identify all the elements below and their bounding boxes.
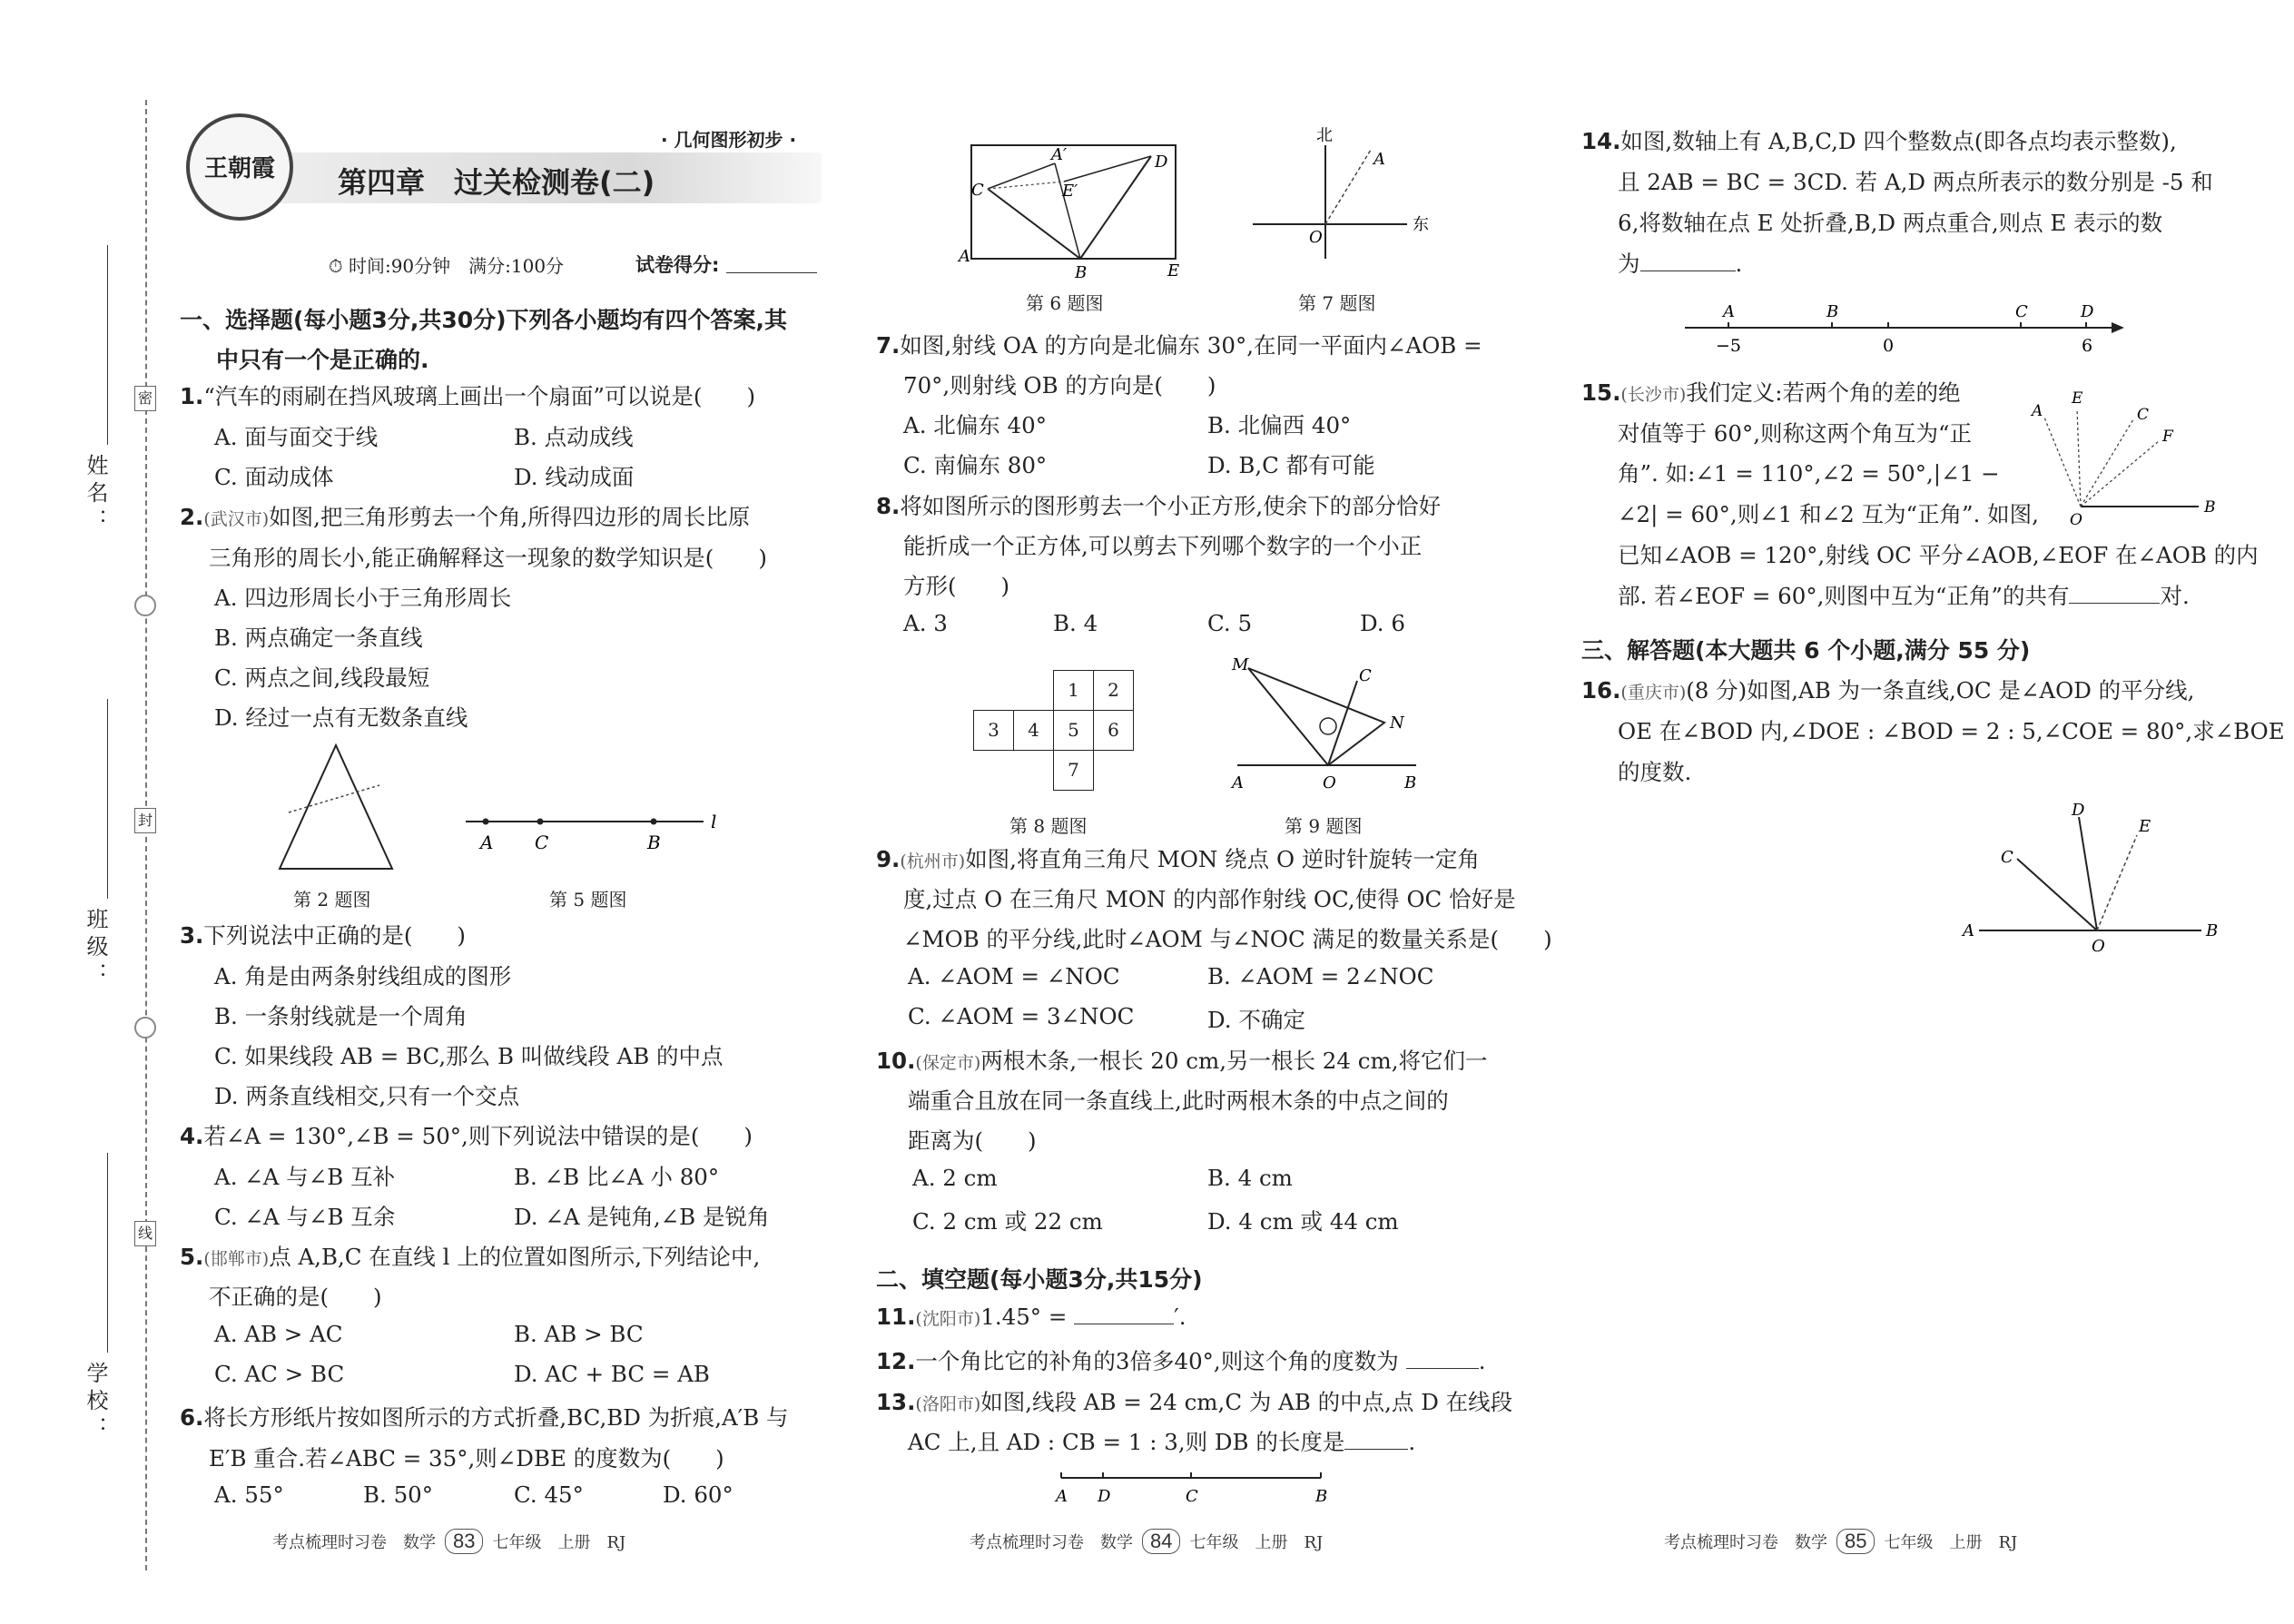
fig6-label-a-prime: A′ [1051, 145, 1068, 164]
q10-option-b[interactable]: B. 4 cm [1207, 1165, 1293, 1191]
q10-option-d[interactable]: D. 4 cm 或 44 cm [1207, 1208, 1399, 1235]
q6 [180, 1401, 789, 1432]
fig9-label-a: A [1232, 773, 1244, 792]
figure-13-segment [1049, 1463, 1339, 1509]
q12-text: 一个角比它的补角的3倍多40°,则这个角的度数为 [915, 1348, 1399, 1374]
footer-page-83 [272, 1529, 625, 1554]
q7-option-d[interactable]: D. B,C 都有可能 [1207, 452, 1375, 478]
school-label: 学校： [83, 1362, 108, 1443]
q1 [180, 379, 755, 411]
q6-option-d[interactable]: D. 60° [663, 1481, 733, 1508]
fig8-cell-3: 3 [973, 710, 1014, 751]
q15-text-cont2: 角”. 如:∠1 = 110°,∠2 = 50°,|∠1 − [1618, 460, 2000, 487]
q5-text: 点 A,B,C 在直线 l 上的位置如图所示,下列结论中, [269, 1244, 761, 1270]
q12-answer-blank[interactable] [1406, 1348, 1479, 1369]
q9-text-cont: 度,过点 O 在三角尺 MON 的内部作射线 OC,使得 OC 恰好是 [903, 886, 1516, 912]
q15-text-end: 对. [2160, 583, 2190, 609]
score-blank[interactable] [726, 272, 817, 273]
q2-text-cont: 三角形的周长小,能正确解释这一现象的数学知识是( ) [209, 545, 767, 571]
fig16-label-e: E [2139, 817, 2151, 836]
fig6-label-e: E [1167, 261, 1180, 281]
q15-text-cont5-body: 部. 若∠EOF = 60°,则图中互为“正角”的共有 [1618, 583, 2070, 609]
q6-text-cont: E′B 重合.若∠ABC = 35°,则∠DBE 的度数为( ) [209, 1445, 724, 1471]
q3-option-c[interactable]: C. 如果线段 AB = BC,那么 B 叫做线段 AB 的中点 [214, 1043, 724, 1069]
q13-answer-blank[interactable] [1344, 1429, 1408, 1450]
q4-option-d[interactable]: D. ∠A 是钝角,∠B 是锐角 [514, 1204, 770, 1230]
section1-title: 一、选择题(每小题3分,共30分)下列各小题均有四个答案,其 [180, 307, 788, 333]
seal-char-feng: 封 [134, 808, 156, 833]
q3-option-a[interactable]: A. 角是由两条射线组成的图形 [214, 963, 512, 989]
q10-city: (保定市) [915, 1053, 981, 1073]
q2-option-b[interactable]: B. 两点确定一条直线 [214, 625, 423, 651]
fig5-point-c [537, 819, 544, 825]
q8-text-cont: 能折成一个正方体,可以剪去下列哪个数字的一个小正 [903, 533, 1423, 559]
q8-option-a[interactable]: A. 3 [903, 610, 948, 636]
fig6-label-e-prime: E′ [1062, 182, 1078, 201]
q8-option-d[interactable]: D. 6 [1360, 610, 1405, 636]
fig15-label-a: A [2032, 402, 2043, 420]
q2-city: (武汉市) [203, 509, 270, 529]
q4-text: 若∠A = 130°,∠B = 50°,则下列说法中错误的是( ) [203, 1123, 753, 1149]
q5-option-d[interactable]: D. AC + BC = AB [514, 1361, 710, 1387]
q9-option-a[interactable]: A. ∠AOM = ∠NOC [908, 963, 1120, 989]
q9-city: (杭州市) [900, 851, 966, 871]
score-label: 试卷得分: [635, 254, 720, 276]
figure-2-triangle [272, 740, 399, 876]
logo-text: 王朝霞 [203, 155, 275, 182]
q11-text: 1.45° = [980, 1304, 1075, 1330]
q13-text-cont [908, 1425, 1415, 1457]
q9 [876, 842, 1480, 874]
q1-option-b[interactable]: B. 点动成线 [514, 424, 634, 450]
figure-14-number-line [1679, 295, 2133, 363]
q14-text-cont3-body: 为 [1618, 251, 1640, 277]
q9-number: 9. [876, 846, 901, 872]
q16 [1581, 674, 2194, 705]
q2-number: 2. [180, 504, 204, 530]
fig14-label-a: A [1723, 302, 1735, 321]
footer-left-text: 考点梳理时习卷 数学 [1664, 1533, 1827, 1552]
fig16-label-o: O [2092, 937, 2105, 956]
q11-text-end: ′. [1174, 1304, 1186, 1330]
fig15-label-f: F [2162, 428, 2173, 446]
q16-text-cont2: 的度数. [1618, 759, 1692, 785]
fig15-ray-oc [2081, 419, 2133, 507]
q1-option-a[interactable]: A. 面与面交于线 [214, 424, 379, 450]
fig14-number-zero: 0 [1883, 336, 1895, 356]
fig6-crease-bd [1080, 156, 1151, 259]
fig7-label-a: A [1373, 150, 1385, 169]
q9-option-c[interactable]: C. ∠AOM = 3∠NOC [908, 1003, 1135, 1029]
footer-left-text: 考点梳理时习卷 数学 [970, 1533, 1133, 1552]
q2-option-c[interactable]: C. 两点之间,线段最短 [214, 664, 430, 691]
q13-number: 13. [876, 1389, 916, 1415]
fig13-label-d: D [1098, 1487, 1111, 1506]
binding-solid-line-1 [107, 245, 108, 445]
q6-option-a[interactable]: A. 55° [214, 1481, 284, 1508]
q2-option-d[interactable]: D. 经过一点有无数条直线 [214, 704, 468, 731]
figure-5-line [458, 803, 731, 867]
fig16-label-a: A [1963, 921, 1974, 940]
fig6-label-c: C [971, 181, 984, 200]
figure-6-caption: 第 6 题图 [1026, 292, 1104, 314]
q4-option-c[interactable]: C. ∠A 与∠B 互余 [214, 1204, 396, 1230]
time-info: ⏱ 时间:90分钟 满分:100分 [329, 255, 565, 277]
fig16-label-d: D [2072, 801, 2085, 820]
q4 [180, 1119, 753, 1151]
figure-7-caption: 第 7 题图 [1298, 292, 1376, 314]
fig15-ray-oe [2077, 408, 2081, 507]
q6-option-c[interactable]: C. 45° [514, 1481, 584, 1508]
q11 [876, 1304, 1186, 1330]
fig6-fold-ca [988, 163, 1055, 189]
fig13-label-b: B [1315, 1487, 1328, 1506]
binding-hole-2 [134, 1017, 156, 1038]
page-number: 85 [1836, 1529, 1875, 1554]
q8-number: 8. [876, 493, 901, 519]
q14-text-cont2: 6,将数轴在点 E 处折叠,B,D 两点重合,则点 E 表示的数 [1618, 210, 2163, 236]
q15-text-cont4: 已知∠AOB = 120°,射线 OC 平分∠AOB,∠EOF 在∠AOB 的内 [1618, 542, 2259, 568]
fig5-label-b: B [647, 832, 661, 853]
q15-text-cont3: ∠2| = 60°,则∠1 和∠2 互为“正角”. 如图, [1618, 501, 2039, 527]
fig13-label-a: A [1056, 1487, 1068, 1506]
footer-left-text: 考点梳理时习卷 数学 [272, 1533, 436, 1552]
q2 [180, 500, 750, 532]
fig9-label-b: B [1404, 773, 1417, 792]
q14-text-cont: 且 2AB = BC = 3CD. 若 A,D 两点所表示的数分别是 -5 和 [1618, 169, 2213, 195]
name-label: 姓名： [83, 454, 108, 536]
q14-answer-blank[interactable] [1640, 251, 1736, 271]
publisher-logo [186, 113, 293, 221]
q16-text-cont: OE 在∠BOD 内,∠DOE : ∠BOD = 2 : 5,∠COE = 80°,求∠BOE [1618, 718, 2285, 744]
q4-number: 4. [180, 1123, 204, 1149]
fig8-cell-5: 5 [1053, 710, 1094, 751]
fig16-ray-oe [2097, 835, 2137, 930]
q2-option-a[interactable]: A. 四边形周长小于三角形周长 [214, 585, 512, 611]
fig2-cut-line [289, 785, 379, 812]
q5-number: 5. [180, 1244, 204, 1270]
fig14-label-c: C [2015, 302, 2028, 321]
figure-9-set-square [1221, 652, 1439, 797]
q15-answer-blank[interactable] [2069, 583, 2160, 604]
q5-option-a[interactable]: A. AB > AC [214, 1321, 343, 1347]
q13-text-cont-body: AC 上,且 AD : CB = 1 : 3,则 DB 的长度是 [908, 1429, 1345, 1455]
q1-option-d[interactable]: D. 线动成面 [514, 464, 635, 490]
fig9-label-n: N [1390, 714, 1404, 733]
q13-text-end: . [1408, 1429, 1416, 1455]
q16-city: (重庆市) [1620, 683, 1687, 703]
fig13-label-c: C [1186, 1487, 1198, 1506]
section1-title-cont: 中只有一个是正确的. [216, 347, 429, 373]
q14-number: 14. [1581, 128, 1621, 154]
class-label: 班级： [83, 908, 108, 989]
q15 [1581, 376, 1961, 408]
fig5-point-b [651, 819, 657, 825]
q15-text: 我们定义:若两个角的差的绝 [1686, 379, 1961, 406]
q8 [876, 489, 1441, 521]
q11-city: (沈阳市) [915, 1309, 981, 1329]
fig6-label-d: D [1155, 153, 1168, 172]
fig8-cell-7: 7 [1053, 750, 1094, 791]
fig16-label-c: C [2001, 848, 2013, 867]
fig14-arrow [2112, 322, 2124, 333]
q3-number: 3. [180, 922, 204, 949]
footer-right-text: 七年级 上册 RJ [492, 1533, 626, 1552]
q6-number: 6. [180, 1404, 204, 1431]
fig15-label-o: O [2070, 511, 2082, 527]
q3-option-d[interactable]: D. 两条直线相交,只有一个交点 [214, 1083, 520, 1109]
q2-text: 如图,把三角形剪去一个角,所得四边形的周长比原 [269, 504, 751, 530]
q4-option-b[interactable]: B. ∠B 比∠A 小 80° [514, 1164, 720, 1190]
fig9-label-c: C [1359, 666, 1372, 685]
q10-option-c[interactable]: C. 2 cm 或 22 cm [912, 1208, 1103, 1235]
fig9-ray-oc [1328, 681, 1357, 765]
fig15-label-b: B [2204, 498, 2216, 517]
q8-option-c[interactable]: C. 5 [1207, 610, 1253, 636]
footer-page-85 [1664, 1529, 2017, 1554]
section2-title: 二、填空题(每小题3分,共15分) [876, 1266, 1203, 1293]
q10-text-cont2: 距离为( ) [908, 1127, 1037, 1154]
q6-option-b[interactable]: B. 50° [363, 1481, 434, 1508]
q8-text: 将如图所示的图形剪去一个小正方形,使余下的部分恰好 [900, 493, 1442, 519]
page-number: 83 [445, 1529, 483, 1554]
q5-option-b[interactable]: B. AB > BC [514, 1321, 644, 1347]
fig15-label-c: C [2137, 406, 2150, 424]
figure-8-caption: 第 8 题图 [1009, 815, 1088, 837]
q14-text: 如图,数轴上有 A,B,C,D 四个整数点(即各点均表示整数), [1620, 128, 2177, 154]
figure-7-compass [1244, 123, 1443, 281]
q10 [876, 1044, 1488, 1076]
figure-5-caption: 第 5 题图 [549, 889, 627, 910]
q14 [1581, 124, 2177, 156]
fig7-ray-oa [1325, 150, 1371, 224]
seal-char-xian: 线 [134, 1221, 156, 1246]
q16-number: 16. [1581, 677, 1621, 704]
fig8-cell-2: 2 [1093, 670, 1134, 711]
binding-solid-line-3 [107, 1153, 108, 1353]
q9-text-cont2: ∠MOB 的平分线,此时∠AOM 与∠NOC 满足的数量关系是( ) [903, 926, 1552, 952]
fig16-ray-od [2079, 817, 2097, 930]
figure-15-angles [2024, 381, 2224, 527]
q1-option-c[interactable]: C. 面动成体 [214, 464, 334, 490]
q11-answer-blank[interactable] [1074, 1304, 1174, 1324]
fig5-label-a: A [480, 832, 494, 853]
fig7-label-east: 东 [1413, 215, 1429, 234]
q10-number: 10. [876, 1048, 916, 1074]
fig15-label-e: E [2072, 389, 2083, 408]
fig6-fold-de [1064, 156, 1151, 182]
fig5-label-c: C [535, 832, 549, 853]
q1-number: 1. [180, 383, 204, 409]
fig9-label-m: M [1232, 655, 1249, 674]
q12-number: 12. [876, 1348, 916, 1374]
q10-text-cont: 端重合且放在同一条直线上,此时两根木条的中点之间的 [908, 1088, 1449, 1114]
fig7-label-north: 北 [1316, 126, 1333, 145]
binding-dashed-line [145, 100, 147, 1570]
figure-9-caption: 第 9 题图 [1285, 815, 1363, 837]
fig9-label-o: O [1323, 773, 1336, 792]
fig6-label-a: A [959, 247, 970, 266]
q7-option-a[interactable]: A. 北偏东 40° [903, 412, 1047, 438]
fig14-label-d: D [2081, 302, 2094, 321]
q13-city: (洛阳市) [915, 1394, 981, 1414]
fig8-cell-6: 6 [1093, 710, 1134, 751]
fig14-label-b: B [1826, 302, 1839, 321]
q12 [876, 1344, 1486, 1376]
fig2-triangle-shape [280, 745, 392, 869]
q14-text-cont3 [1618, 247, 1742, 279]
q15-text-cont5 [1618, 579, 2190, 611]
fig8-cell-1: 1 [1053, 670, 1094, 711]
fig14-number-6: 6 [2082, 336, 2093, 356]
q7-text-cont: 70°,则射线 OB 的方向是( ) [903, 372, 1216, 399]
fig16-label-b: B [2206, 921, 2219, 940]
fig15-ray-of [2081, 441, 2159, 507]
q5-option-c[interactable]: C. AC > BC [214, 1361, 345, 1387]
fig15-ray-oa [2044, 418, 2081, 507]
q5 [180, 1240, 760, 1272]
seal-char-mi: 密 [134, 386, 156, 411]
q15-city: (长沙市) [1620, 385, 1687, 405]
fig5-point-a [483, 819, 489, 825]
q3 [180, 919, 466, 950]
binding-solid-line-2 [107, 699, 108, 899]
figure-16-angles [1952, 801, 2224, 964]
section3-title: 三、解答题(本大题共 6 个小题,满分 55 分) [1581, 637, 2031, 664]
fig6-rectangle [971, 145, 1176, 259]
footer-page-84 [970, 1529, 1323, 1554]
q13 [876, 1385, 1512, 1417]
q3-option-b[interactable]: B. 一条射线就是一个周角 [214, 1003, 468, 1029]
figure-2-caption: 第 2 题图 [293, 889, 371, 910]
figure-6-folding [953, 136, 1189, 281]
binding-hole-1 [134, 595, 156, 616]
fig6-label-b: B [1075, 263, 1088, 281]
q7 [876, 329, 1482, 360]
q14-text-end: . [1735, 251, 1743, 277]
q10-option-a[interactable]: A. 2 cm [912, 1165, 998, 1191]
q4-option-a[interactable]: A. ∠A 与∠B 互补 [214, 1164, 396, 1190]
q1-text: “汽车的雨刷在挡风玻璃上画出一个扇面”可以说是( ) [203, 383, 756, 409]
fig5-label-l: l [711, 811, 717, 832]
page-number: 84 [1142, 1529, 1180, 1554]
q9-option-b[interactable]: B. ∠AOM = 2∠NOC [1207, 963, 1434, 989]
fig16-ray-oc [2017, 859, 2097, 930]
q7-option-c[interactable]: C. 南偏东 80° [903, 452, 1048, 478]
q9-text: 如图,将直角三角尺 MON 绕点 O 逆时针旋转一定角 [965, 846, 1480, 872]
footer-right-text: 七年级 上册 RJ [1189, 1533, 1324, 1552]
q6-text: 将长方形纸片按如图所示的方式折叠,BC,BD 为折痕,A′B 与 [203, 1404, 789, 1431]
q11-number: 11. [876, 1304, 916, 1330]
q13-text: 如图,线段 AB = 24 cm,C 为 AB 的中点,点 D 在线段 [980, 1389, 1513, 1415]
q7-number: 7. [876, 332, 901, 359]
fig9-hole [1320, 718, 1336, 734]
q15-text-cont: 对值等于 60°,则称这两个角互为“正 [1618, 420, 1973, 447]
q10-text: 两根木条,一根长 20 cm,另一根长 24 cm,将它们一 [980, 1048, 1488, 1074]
q9-option-d[interactable]: D. 不确定 [1207, 1007, 1305, 1033]
q15-number: 15. [1581, 379, 1621, 406]
q5-city: (邯郸市) [203, 1249, 270, 1269]
q8-text-cont2: 方形( ) [903, 573, 1010, 599]
chapter-title: 第四章 过关检测卷(二) [338, 165, 655, 200]
q5-text-cont: 不正确的是( ) [209, 1284, 382, 1310]
fig14-number-neg5: −5 [1716, 336, 1742, 356]
figure-8-net [971, 670, 1135, 792]
fig7-label-o: O [1309, 228, 1323, 247]
q3-text: 下列说法中正确的是( ) [203, 922, 466, 949]
fig8-cell-4: 4 [1013, 710, 1054, 751]
q16-text: (8 分)如图,AB 为一条直线,OC 是∠AOD 的平分线, [1686, 677, 2195, 704]
q7-text: 如图,射线 OA 的方向是北偏东 30°,在同一平面内∠AOB = [900, 332, 1482, 359]
footer-right-text: 七年级 上册 RJ [1884, 1533, 2018, 1552]
q12-text-end: . [1478, 1348, 1486, 1374]
q8-option-b[interactable]: B. 4 [1053, 610, 1098, 636]
q7-option-b[interactable]: B. 北偏西 40° [1207, 412, 1352, 438]
topic-label: · 几何图形初步 · [661, 129, 797, 151]
